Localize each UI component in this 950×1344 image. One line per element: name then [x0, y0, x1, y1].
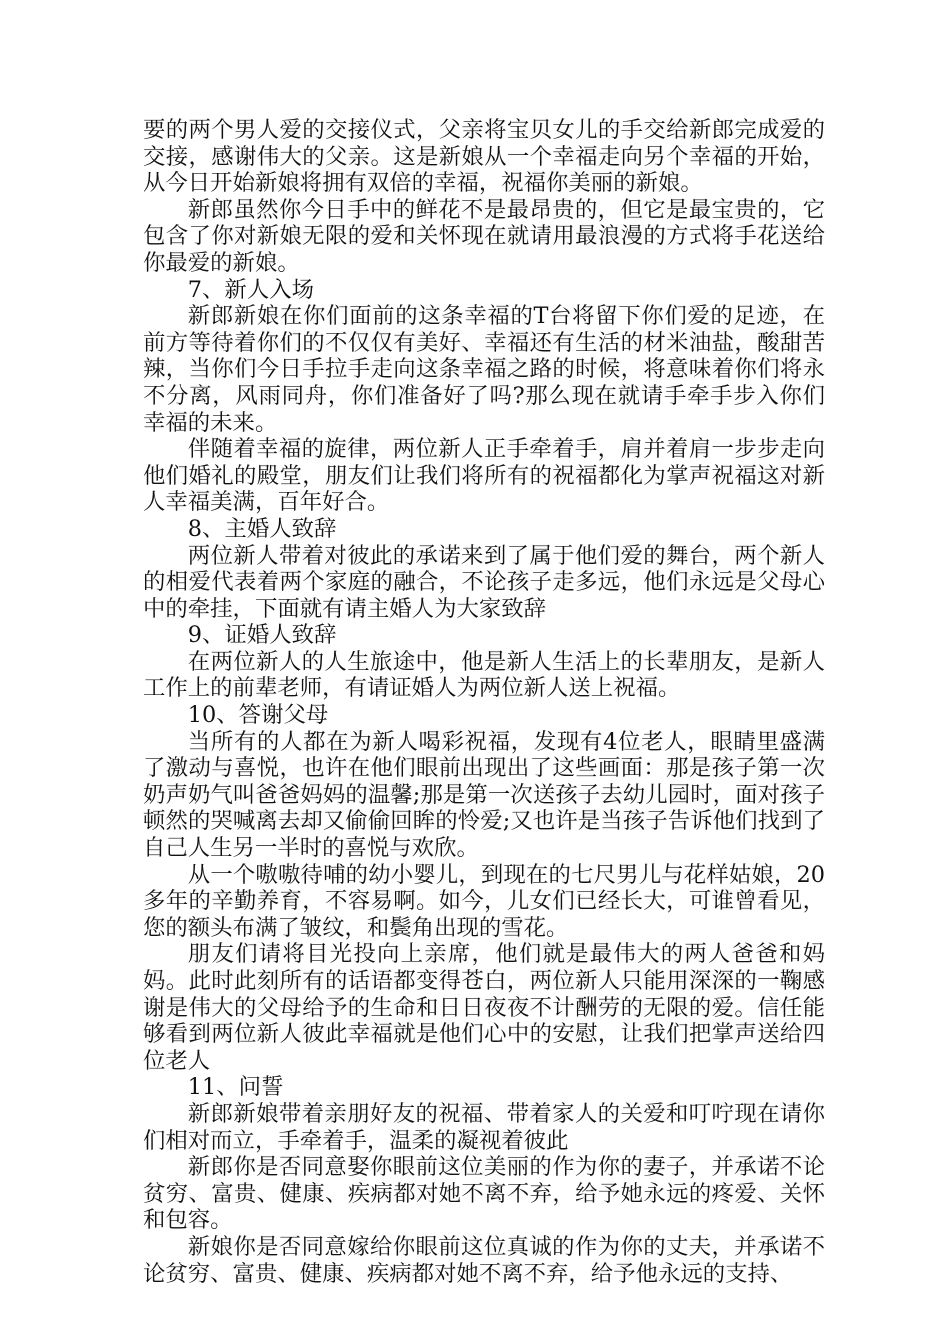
paragraph: 在两位新人的人生旅途中，他是新人生活上的长辈朋友，是新人工作上的前辈老师，有请证婚人为两位新人送上祝福。 — [143, 648, 825, 702]
paragraph: 要的两个男人爱的交接仪式，父亲将宝贝女儿的手交给新郎完成爱的交接，感谢伟大的父亲。这是新娘从一个幸福走向另个幸福的开始，从今日开始新娘将拥有双倍的幸福，祝福你美丽的新娘。 — [143, 117, 825, 197]
paragraph: 新郎新娘在你们面前的这条幸福的T台将留下你们爱的足迹，在前方等待着你们的不仅仅有美好、幸福还有生活的材米油盐，酸甜苦辣，当你们今日手拉手走向这条幸福之路的时候，将意味着你们将永不分离，风雨同舟，你们准备好了吗?那么现在就请手牵手步入你们幸福的未来。 — [143, 303, 825, 436]
paragraph: 朋友们请将目光投向上亲席，他们就是最伟大的两人爸爸和妈妈。此时此刻所有的话语都变得苍白，两位新人只能用深深的一鞠感谢是伟大的父母给予的生命和日日夜夜不计酬劳的无限的爱。信任能够看到两位新人彼此幸福就是他们心中的安慰，让我们把掌声送给四位老人 — [143, 941, 825, 1074]
section-heading: 10、答谢父母 — [187, 702, 329, 729]
paragraph: 新娘你是否同意嫁给你眼前这位真诚的作为你的丈夫，并承诺不论贫穷、富贵、健康、疾病都对她不离不弃，给予他永远的支持、 — [143, 1233, 825, 1287]
document-body — [143, 117, 825, 1287]
section-heading: 11、问誓 — [187, 1074, 284, 1101]
section-heading: 9、证婚人致辞 — [187, 622, 337, 649]
paragraph: 两位新人带着对彼此的承诺来到了属于他们爱的舞台，两个新人的相爱代表着两个家庭的融合，不论孩子走多远，他们永远是父母心中的牵挂，下面就有请主婚人为大家致辞 — [143, 542, 825, 622]
section-heading: 8、主婚人致辞 — [187, 515, 337, 542]
paragraph: 伴随着幸福的旋律，两位新人正手牵着手，肩并着肩一步步走向他们婚礼的殿堂，朋友们让我们将所有的祝福都化为掌声祝福这对新人幸福美满，百年好合。 — [143, 436, 825, 516]
paragraph: 当所有的人都在为新人喝彩祝福，发现有4位老人，眼睛里盛满了激动与喜悦，也许在他们眼前出现出了这些画面：那是孩子第一次奶声奶气叫爸爸妈妈的温馨;那是第一次送孩子去幼儿园时，面对孩子顿然的哭喊离去却又偷偷回眸的怜爱;又也许是当孩子告诉他们找到了自己人生另一半时的喜悦与欢欣。 — [143, 728, 825, 862]
section-heading: 7、新人入场 — [187, 276, 314, 303]
paragraph: 新郎新娘带着亲朋好友的祝福、带着家人的关爱和叮咛现在请你们相对而立，手牵着手，温柔的凝视着彼此 — [143, 1100, 825, 1154]
paragraph: 从一个嗷嗷待哺的幼小婴儿，到现在的七尺男儿与花样姑娘，20多年的辛勤养育，不容易啊。如今，儿女们已经长大，可谁曾看见，您的额头布满了皱纹，和鬓角出现的雪花。 — [143, 861, 825, 941]
paragraph: 新郎虽然你今日手中的鲜花不是最昂贵的，但它是最宝贵的，它包含了你对新娘无限的爱和关怀现在就请用最浪漫的方式将手花送给你最爱的新娘。 — [143, 196, 825, 276]
paragraph: 新郎你是否同意娶你眼前这位美丽的作为你的妻子，并承诺不论贫穷、富贵、健康、疾病都对她不离不弃，给予她永远的疼爱、关怀和包容。 — [143, 1154, 825, 1234]
